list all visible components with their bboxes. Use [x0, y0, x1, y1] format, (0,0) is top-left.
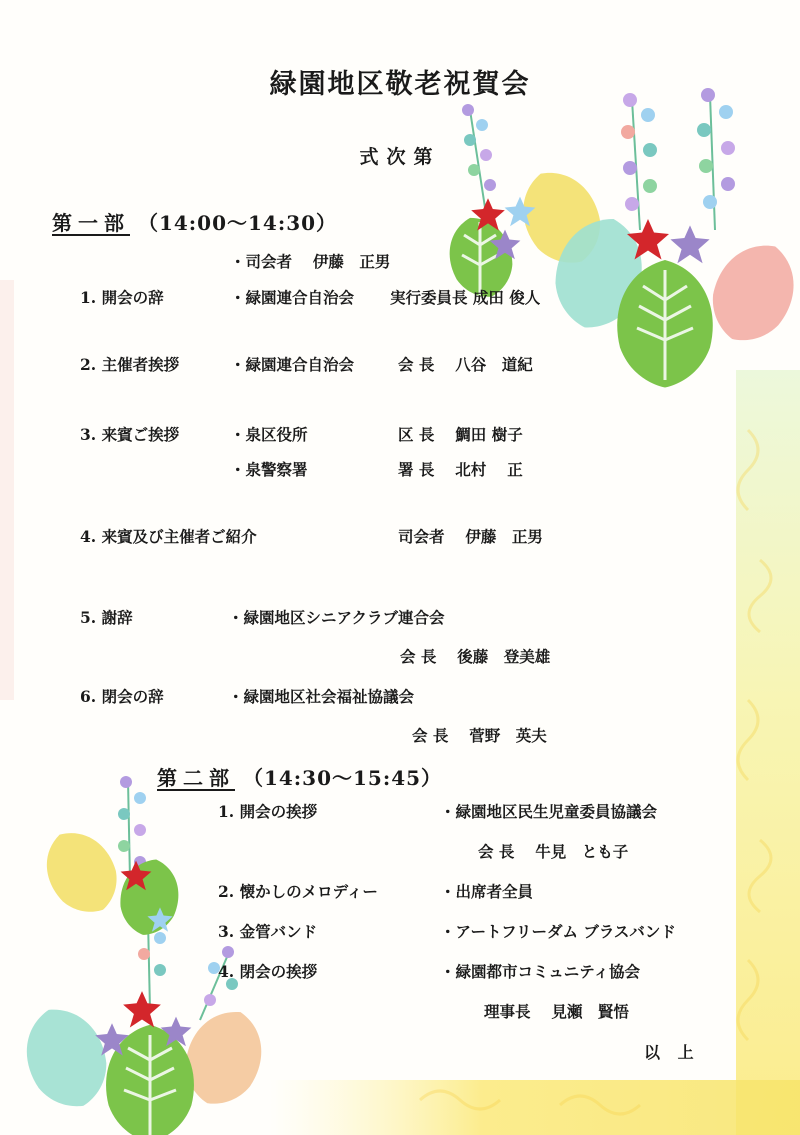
part1-item-role: 実行委員長 成田 俊人 [390, 288, 541, 307]
part1-heading: 第一部 [52, 211, 130, 235]
right-border-strip [736, 370, 800, 1135]
part1-item-role: 会 長 菅野 英夫 [412, 726, 547, 745]
part2-item-org: ・出席者全員 [440, 882, 534, 901]
part1-emcee: ・司会者 伊藤 正男 [230, 252, 391, 271]
part2-item-role: 会 長 牛見 とも子 [478, 842, 629, 861]
part1-item-label: 3. 来賓ご挨拶 [80, 425, 180, 444]
part1-item-org: ・緑園連合自治会 [230, 288, 355, 307]
part1-item-org: ・泉警察署 [230, 460, 308, 479]
part1-item-org: ・泉区役所 [230, 425, 308, 444]
part2-item-role: 理事長 見瀬 賢悟 [484, 1002, 629, 1021]
part1-item-label: 1. 開会の辞 [80, 288, 164, 307]
part1-item-org: ・緑園地区社会福祉協議会 [228, 687, 415, 706]
bottom-border-strip [270, 1080, 800, 1135]
part1-item-role: 会 長 後藤 登美雄 [400, 647, 551, 666]
part1-time: （14:00〜14:30） [137, 211, 338, 235]
part1-item-org: ・緑園連合自治会 [230, 355, 355, 374]
program-subtitle: 式次第 [359, 146, 441, 168]
part2-item-org: ・緑園都市コミュニティ協会 [440, 962, 640, 981]
part2-item-label: 3. 金管バンド [218, 922, 318, 941]
part2-item-label: 1. 開会の挨拶 [218, 802, 318, 821]
part1-item-role: 署 長 北村 正 [398, 460, 523, 479]
part1-item-label: 6. 閉会の辞 [80, 687, 164, 706]
part2-item-org: ・アートフリーダム ブラスバンド [440, 922, 676, 941]
part2-heading: 第二部 [157, 766, 235, 790]
part2-item-org: ・緑園地区民生児童委員協議会 [440, 802, 658, 821]
program-title: 緑園地区敬老祝賀会 [269, 69, 531, 100]
bottom-left-floral-cluster [13, 776, 275, 1135]
part1-item-role: 区 長 鯛田 樹子 [398, 425, 523, 444]
part2-heading-row [157, 762, 442, 791]
part2-time: （14:30〜15:45） [242, 766, 443, 790]
part1-item-label: 5. 謝辞 [80, 608, 133, 627]
part1-item-label: 2. 主催者挨拶 [80, 355, 180, 374]
closing-mark: 以 上 [644, 1043, 700, 1062]
part1-heading-row [52, 207, 337, 236]
part2-item-label: 4. 閉会の挨拶 [218, 962, 318, 981]
part1-item-role: 司会者 伊藤 正男 [398, 527, 543, 546]
part1-item-role: 会 長 八谷 道紀 [398, 355, 533, 374]
part1-item-label: 4. 来賓及び主催者ご紹介 [80, 527, 257, 546]
part2-item-label: 2. 懐かしのメロディー [218, 882, 378, 901]
top-right-floral-cluster [441, 88, 800, 388]
part1-item-org: ・緑園地区シニアクラブ連合会 [228, 608, 445, 627]
